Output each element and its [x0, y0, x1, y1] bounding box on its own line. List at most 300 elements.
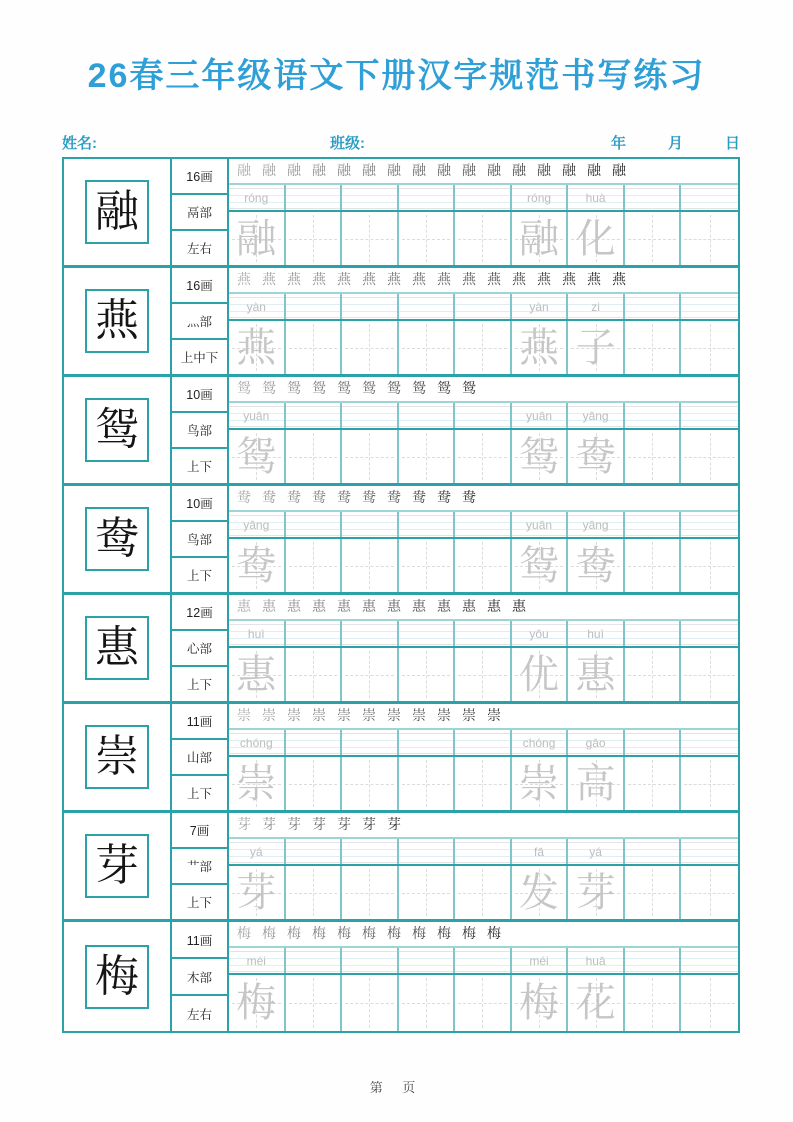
pinyin-empty-cell: [625, 294, 682, 319]
stroke-order-step: 芽: [362, 817, 376, 833]
writing-cell: [286, 212, 343, 265]
writing-cell: [455, 866, 512, 919]
writing-cell: [399, 430, 456, 483]
trace-character: 鸳: [236, 433, 277, 480]
writing-cell: [342, 539, 399, 592]
character-cell: [64, 813, 172, 919]
pinyin-text-cell: róng: [229, 185, 286, 210]
writing-cell: [229, 757, 286, 810]
practice-area: [229, 268, 738, 374]
stroke-count-label: 11画: [172, 704, 227, 740]
pinyin-text-cell: fā: [512, 839, 569, 864]
writing-grid-row: [229, 757, 738, 810]
writing-cell: [568, 866, 625, 919]
main-character: 鸳: [95, 404, 139, 455]
pinyin-text-cell: chóng: [512, 730, 569, 755]
stroke-order-strip: [229, 704, 738, 730]
stroke-count-label: 12画: [172, 595, 227, 631]
stroke-order-step: 鸳: [237, 381, 251, 397]
character-cell: [64, 486, 172, 592]
writing-grid-row: [229, 866, 738, 919]
pinyin-empty-cell: [399, 948, 456, 973]
writing-cell: [455, 975, 512, 1031]
practice-area: [229, 704, 738, 810]
writing-cell: [512, 212, 569, 265]
trace-character: 鸳: [519, 542, 560, 589]
stroke-order-step: 鸳: [262, 381, 276, 397]
pinyin-empty-cell: [625, 512, 682, 537]
stroke-order-step: 融: [312, 163, 326, 179]
info-column: [172, 268, 229, 374]
stroke-order-step: 芽: [262, 817, 276, 833]
writing-cell: [455, 757, 512, 810]
practice-row: [64, 159, 738, 268]
pinyin-text-cell: méi: [229, 948, 286, 973]
stroke-order-strip: [229, 268, 738, 294]
writing-cell: [568, 212, 625, 265]
pinyin-empty-cell: [625, 839, 682, 864]
stroke-order-step: 梅: [412, 926, 426, 942]
pinyin-empty-cell: [399, 294, 456, 319]
pinyin-empty-cell: [286, 730, 343, 755]
info-column: [172, 813, 229, 919]
stroke-order-step: 鸳: [437, 381, 451, 397]
structure-label: 上下: [186, 787, 212, 801]
stroke-order-step: 燕: [412, 272, 426, 288]
writing-cell: [455, 648, 512, 701]
pinyin-empty-cell: [681, 512, 738, 537]
stroke-order-step: 鸯: [237, 490, 251, 506]
pinyin-text-cell: yàn: [512, 294, 569, 319]
pinyin-empty-cell: [681, 294, 738, 319]
stroke-order-step: 鸳: [337, 381, 351, 397]
stroke-order-step: 融: [237, 163, 251, 179]
pinyin-empty-cell: [625, 185, 682, 210]
pinyin-empty-cell: [455, 839, 512, 864]
pinyin-empty-cell: [286, 294, 343, 319]
pinyin-empty-cell: [455, 512, 512, 537]
practice-area: [229, 159, 738, 265]
stroke-order-step: 梅: [237, 926, 251, 942]
practice-table: [62, 157, 740, 1033]
pinyin-empty-cell: [399, 403, 456, 428]
main-character: 梅: [95, 950, 139, 1002]
structure-label: 左右: [186, 242, 212, 256]
practice-area: [229, 486, 738, 592]
stroke-order-step: 崇: [237, 708, 251, 724]
trace-character: 芽: [236, 869, 277, 916]
writing-cell: [286, 430, 343, 483]
stroke-order-step: 融: [562, 163, 576, 179]
pinyin-empty-cell: [286, 948, 343, 973]
character-cell: [64, 922, 172, 1031]
writing-cell: [681, 866, 738, 919]
pinyin-empty-cell: [455, 730, 512, 755]
stroke-count-label: 10画: [172, 377, 227, 413]
writing-cell: [625, 757, 682, 810]
main-character-box: [85, 945, 149, 1009]
month-label: 月: [667, 135, 683, 152]
pinyin-text-cell: huì: [568, 621, 625, 646]
trace-character: 梅: [519, 980, 560, 1026]
practice-area: [229, 922, 738, 1031]
radical-label: 山部: [172, 740, 227, 776]
trace-character: 子: [575, 324, 616, 371]
info-column: [172, 922, 229, 1031]
writing-cell: [286, 539, 343, 592]
writing-cell: [229, 975, 286, 1031]
stroke-order-step: 燕: [537, 272, 551, 288]
stroke-order-step: 崇: [337, 708, 351, 724]
stroke-order-step: 融: [512, 163, 526, 179]
radical-label: 心部: [172, 631, 227, 667]
pinyin-text-cell: yāng: [568, 403, 625, 428]
stroke-order-step: 鸯: [312, 490, 326, 506]
stroke-order-step: 芽: [337, 817, 351, 833]
writing-cell: [681, 212, 738, 265]
pinyin-empty-cell: [342, 294, 399, 319]
trace-character: 鸳: [519, 433, 560, 480]
stroke-order-strip: [229, 377, 738, 403]
pinyin-empty-cell: [399, 839, 456, 864]
main-character-box: [85, 289, 149, 353]
stroke-order-step: 鸳: [287, 381, 301, 397]
writing-cell: [342, 321, 399, 374]
stroke-order-step: 惠: [462, 599, 476, 615]
pinyin-empty-cell: [455, 294, 512, 319]
writing-cell: [342, 757, 399, 810]
writing-cell: [512, 539, 569, 592]
structure-label: 上下: [186, 678, 212, 692]
stroke-count-label: 16画: [172, 268, 227, 304]
main-character-box: [85, 834, 149, 898]
stroke-order-step: 鸯: [287, 490, 301, 506]
pinyin-text-cell: huā: [568, 948, 625, 973]
writing-cell: [681, 539, 738, 592]
pinyin-empty-cell: [455, 403, 512, 428]
stroke-order-step: 惠: [287, 599, 301, 615]
structure-label: 左右: [186, 1007, 212, 1022]
stroke-order-step: 融: [437, 163, 451, 179]
stroke-order-step: 芽: [387, 817, 401, 833]
writing-grid-row: [229, 430, 738, 483]
stroke-order-step: 崇: [437, 708, 451, 724]
stroke-order-step: 惠: [237, 599, 251, 615]
writing-cell: [286, 866, 343, 919]
writing-cell: [286, 321, 343, 374]
structure-label: 上下: [186, 896, 212, 910]
trace-character: 惠: [236, 651, 277, 698]
trace-character: 鸯: [575, 433, 616, 480]
radical-label: 鸟部: [172, 522, 227, 558]
writing-cell: [568, 539, 625, 592]
main-character-box: [85, 507, 149, 571]
writing-cell: [399, 212, 456, 265]
writing-cell: [399, 866, 456, 919]
trace-character: 鸯: [236, 542, 277, 589]
stroke-order-step: 芽: [237, 817, 251, 833]
stroke-count-label: 16画: [172, 159, 227, 195]
stroke-order-step: 惠: [487, 599, 501, 615]
stroke-count-label: 11画: [172, 922, 227, 959]
pinyin-empty-cell: [625, 730, 682, 755]
writing-cell: [399, 539, 456, 592]
writing-cell: [625, 648, 682, 701]
pinyin-empty-cell: [681, 403, 738, 428]
stroke-order-step: 融: [362, 163, 376, 179]
pinyin-empty-cell: [342, 839, 399, 864]
pinyin-empty-cell: [399, 621, 456, 646]
trace-character: 崇: [519, 760, 560, 807]
trace-character: 鸯: [575, 542, 616, 589]
pinyin-empty-cell: [625, 403, 682, 428]
pinyin-text-cell: zi: [568, 294, 625, 319]
character-cell: [64, 595, 172, 701]
student-info-header: [62, 132, 740, 153]
stroke-order-step: 鸳: [312, 381, 326, 397]
pinyin-empty-cell: [342, 512, 399, 537]
structure-label: 上下: [186, 460, 212, 474]
day-label: 日: [724, 135, 740, 152]
stroke-order-step: 融: [262, 163, 276, 179]
trace-character: 花: [575, 980, 616, 1026]
stroke-order-strip: [229, 159, 738, 185]
trace-character: 优: [519, 651, 560, 698]
stroke-order-step: 燕: [287, 272, 301, 288]
stroke-order-step: 梅: [387, 926, 401, 942]
pinyin-empty-cell: [286, 512, 343, 537]
writing-cell: [342, 648, 399, 701]
main-character: 燕: [95, 295, 139, 346]
pinyin-guide-row: [229, 512, 738, 539]
radical-label: 木部: [172, 959, 227, 996]
writing-cell: [681, 321, 738, 374]
stroke-order-step: 梅: [487, 926, 501, 942]
main-character: 崇: [95, 731, 139, 782]
stroke-order-step: 惠: [362, 599, 376, 615]
writing-cell: [455, 212, 512, 265]
writing-cell: [625, 321, 682, 374]
writing-cell: [512, 866, 569, 919]
stroke-order-step: 鸯: [362, 490, 376, 506]
stroke-count-label: 10画: [172, 486, 227, 522]
stroke-order-step: 鸯: [412, 490, 426, 506]
writing-cell: [625, 539, 682, 592]
trace-character: 芽: [575, 869, 616, 916]
stroke-order-step: 融: [412, 163, 426, 179]
writing-cell: [399, 975, 456, 1031]
writing-cell: [625, 430, 682, 483]
stroke-order-step: 梅: [462, 926, 476, 942]
stroke-order-step: 惠: [262, 599, 276, 615]
stroke-order-strip: [229, 486, 738, 512]
writing-cell: [286, 757, 343, 810]
pinyin-empty-cell: [342, 185, 399, 210]
stroke-order-step: 燕: [312, 272, 326, 288]
stroke-order-step: 融: [462, 163, 476, 179]
stroke-order-step: 燕: [362, 272, 376, 288]
main-character: 芽: [95, 840, 139, 891]
writing-cell: [399, 648, 456, 701]
stroke-order-step: 鸳: [387, 381, 401, 397]
writing-grid-row: [229, 648, 738, 701]
pinyin-empty-cell: [625, 948, 682, 973]
writing-cell: [681, 430, 738, 483]
stroke-order-step: 梅: [337, 926, 351, 942]
stroke-order-step: 崇: [387, 708, 401, 724]
stroke-order-step: 梅: [362, 926, 376, 942]
trace-character: 化: [575, 215, 616, 262]
pinyin-empty-cell: [681, 621, 738, 646]
pinyin-text-cell: gāo: [568, 730, 625, 755]
stroke-order-step: 梅: [312, 926, 326, 942]
writing-cell: [568, 430, 625, 483]
radical-label: 鬲部: [172, 195, 227, 231]
writing-cell: [568, 321, 625, 374]
writing-cell: [625, 212, 682, 265]
stroke-order-step: 梅: [262, 926, 276, 942]
pinyin-text-cell: yōu: [512, 621, 569, 646]
character-cell: [64, 268, 172, 374]
pinyin-empty-cell: [342, 621, 399, 646]
pinyin-empty-cell: [342, 730, 399, 755]
writing-cell: [399, 757, 456, 810]
radical-label: 艹部: [172, 849, 227, 885]
pinyin-text-cell: róng: [512, 185, 569, 210]
stroke-order-step: 燕: [462, 272, 476, 288]
pinyin-empty-cell: [286, 839, 343, 864]
stroke-order-strip: [229, 813, 738, 839]
main-character: 惠: [95, 622, 139, 673]
stroke-order-step: 鸳: [412, 381, 426, 397]
writing-cell: [681, 648, 738, 701]
stroke-order-step: 芽: [287, 817, 301, 833]
pinyin-text-cell: huà: [568, 185, 625, 210]
info-column: [172, 704, 229, 810]
pinyin-empty-cell: [681, 185, 738, 210]
pinyin-guide-row: [229, 294, 738, 321]
writing-cell: [342, 975, 399, 1031]
practice-area: [229, 377, 738, 483]
main-character-box: [85, 180, 149, 244]
stroke-order-step: 融: [612, 163, 626, 179]
page-footer: 第 页: [369, 1080, 424, 1095]
trace-character: 崇: [236, 760, 277, 807]
stroke-order-step: 惠: [387, 599, 401, 615]
stroke-order-step: 梅: [287, 926, 301, 942]
writing-cell: [681, 757, 738, 810]
trace-character: 高: [575, 760, 616, 807]
stroke-order-step: 融: [537, 163, 551, 179]
trace-character: 燕: [236, 324, 277, 371]
main-character: 融: [95, 186, 139, 237]
practice-area: [229, 595, 738, 701]
main-character-box: [85, 398, 149, 462]
pinyin-guide-row: [229, 621, 738, 648]
trace-character: 燕: [519, 324, 560, 371]
stroke-order-step: 融: [487, 163, 501, 179]
writing-cell: [342, 212, 399, 265]
pinyin-empty-cell: [286, 185, 343, 210]
pinyin-text-cell: yuān: [229, 403, 286, 428]
stroke-order-step: 鸯: [387, 490, 401, 506]
info-column: [172, 486, 229, 592]
trace-character: 惠: [575, 651, 616, 698]
pinyin-guide-row: [229, 185, 738, 212]
pinyin-guide-row: [229, 839, 738, 866]
date-labels: [611, 132, 740, 153]
radical-label: 灬部: [172, 304, 227, 340]
stroke-order-step: 鸳: [462, 381, 476, 397]
writing-cell: [229, 866, 286, 919]
pinyin-empty-cell: [455, 948, 512, 973]
writing-grid-row: [229, 321, 738, 374]
stroke-order-step: 鸳: [362, 381, 376, 397]
stroke-order-step: 燕: [512, 272, 526, 288]
writing-cell: [229, 321, 286, 374]
practice-row: [64, 595, 738, 704]
pinyin-empty-cell: [681, 839, 738, 864]
practice-area: [229, 813, 738, 919]
stroke-order-step: 燕: [337, 272, 351, 288]
pinyin-empty-cell: [399, 730, 456, 755]
stroke-order-step: 燕: [437, 272, 451, 288]
pinyin-empty-cell: [286, 621, 343, 646]
stroke-order-step: 融: [337, 163, 351, 179]
pinyin-text-cell: yá: [229, 839, 286, 864]
writing-grid-row: [229, 539, 738, 592]
radical-label: 鸟部: [172, 413, 227, 449]
stroke-order-step: 燕: [237, 272, 251, 288]
year-label: 年: [610, 135, 626, 152]
info-column: [172, 159, 229, 265]
practice-row: [64, 704, 738, 813]
stroke-order-step: 崇: [487, 708, 501, 724]
writing-grid-row: [229, 212, 738, 265]
stroke-order-step: 燕: [562, 272, 576, 288]
stroke-order-step: 崇: [462, 708, 476, 724]
pinyin-empty-cell: [455, 621, 512, 646]
character-cell: [64, 377, 172, 483]
stroke-order-step: 燕: [612, 272, 626, 288]
practice-row: [64, 813, 738, 922]
pinyin-text-cell: yàn: [229, 294, 286, 319]
main-character: 鸯: [95, 513, 139, 564]
stroke-order-step: 惠: [512, 599, 526, 615]
trace-character: 梅: [236, 980, 277, 1026]
stroke-count-label: 7画: [172, 813, 227, 849]
writing-cell: [229, 212, 286, 265]
writing-cell: [342, 430, 399, 483]
writing-grid-row: [229, 975, 738, 1031]
character-cell: [64, 159, 172, 265]
stroke-order-step: 鸯: [437, 490, 451, 506]
writing-cell: [512, 430, 569, 483]
stroke-order-strip: [229, 922, 738, 948]
pinyin-empty-cell: [286, 403, 343, 428]
info-column: [172, 377, 229, 483]
pinyin-text-cell: yāng: [568, 512, 625, 537]
pinyin-text-cell: yuān: [512, 403, 569, 428]
trace-character: 融: [236, 215, 277, 262]
writing-cell: [568, 975, 625, 1031]
writing-cell: [455, 430, 512, 483]
writing-cell: [625, 975, 682, 1031]
pinyin-empty-cell: [342, 948, 399, 973]
writing-cell: [512, 321, 569, 374]
trace-character: 发: [519, 869, 560, 916]
writing-cell: [512, 757, 569, 810]
